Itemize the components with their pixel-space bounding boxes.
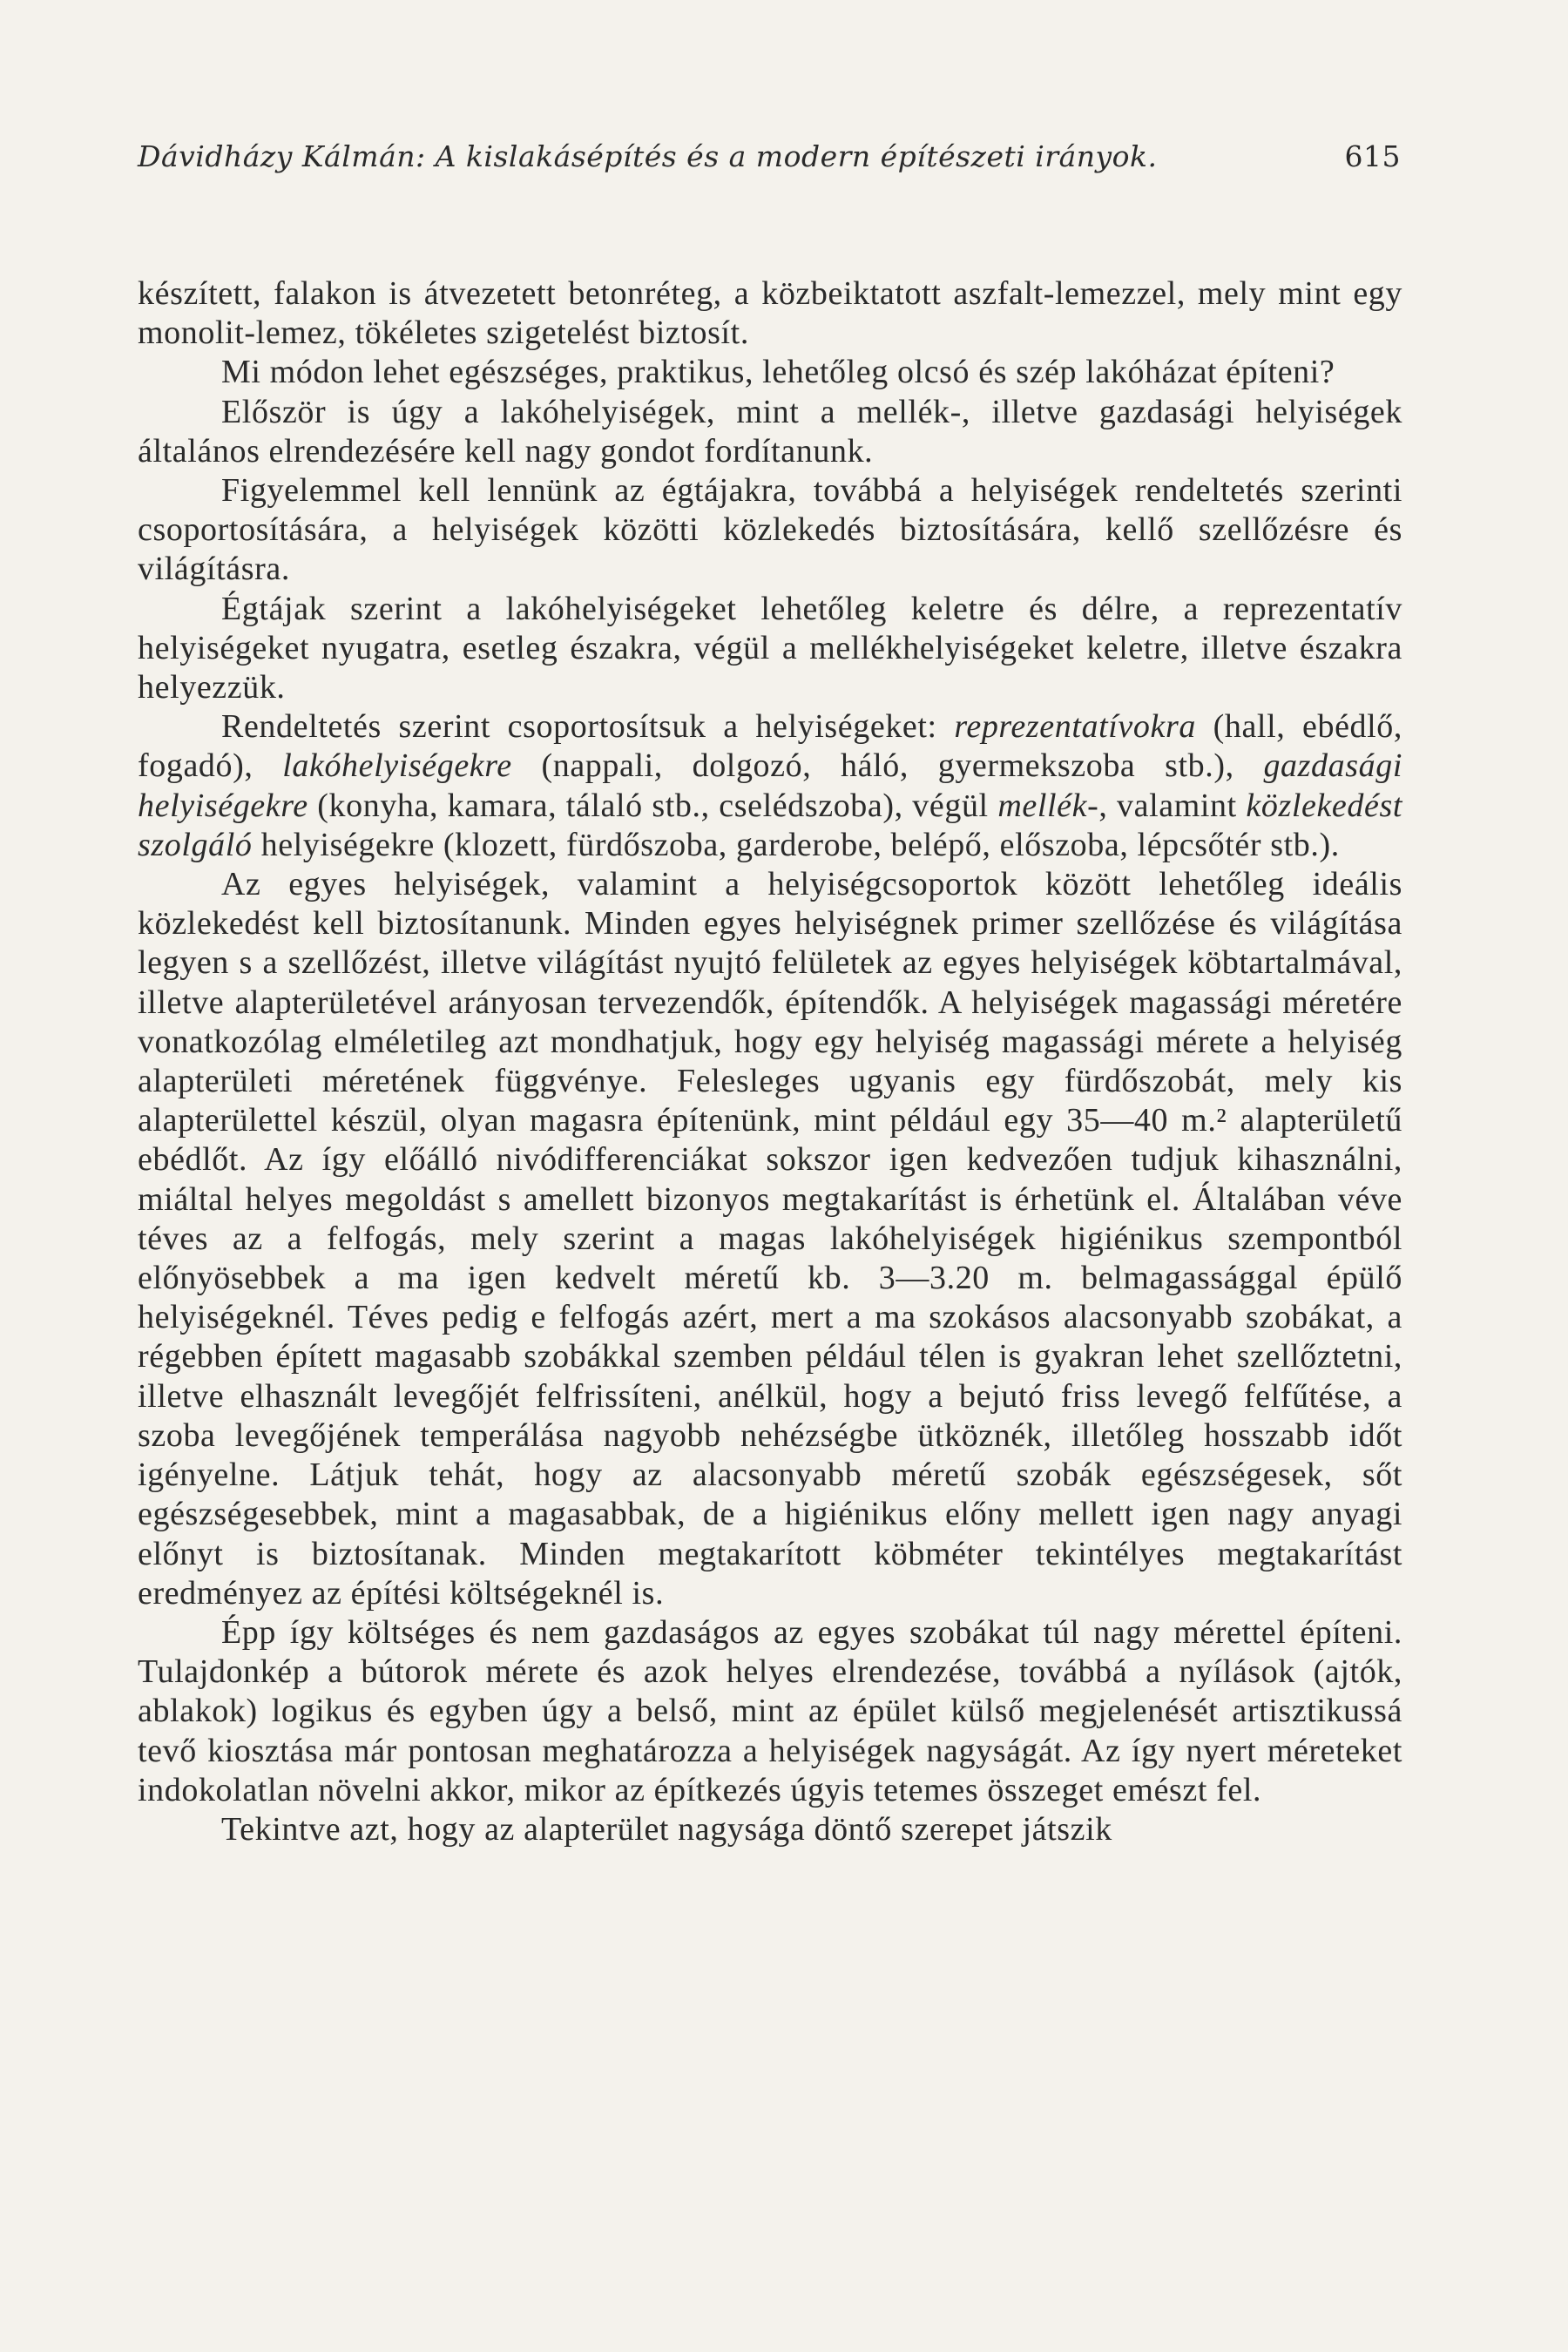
text-run: , valamint [1098, 787, 1247, 824]
text-run: Mi módon lehet egészséges, praktikus, lehetőleg olcsó és szép lakóházat építeni? [221, 354, 1335, 391]
emphasized-term: mellék- [997, 787, 1099, 824]
emphasized-term: reprezentatívokra [954, 708, 1196, 746]
text-run: készített, falakon is átvezetett betonréteg, a közbeiktatott aszfalt-lemezzel, mely mint egy monolit-lemez, tökéletes szigetelést biztosít. [138, 275, 1402, 352]
text-run: Figyelemmel kell lennünk az égtájakra, továbbá a helyiségek rendeltetés szerinti csoportosítására, a helyiségek közötti közlekedés biztosítására, kellő szellőzésre és világításra. [138, 472, 1402, 588]
emphasized-term: gazdasági helyiségekre [138, 747, 1402, 824]
paragraph [138, 590, 1402, 708]
text-run: Rendeltetés szerint csoportosítsuk a helyiségeket: [221, 708, 955, 746]
body-text [138, 274, 1402, 1849]
paragraph [138, 393, 1402, 471]
paragraph [138, 707, 1402, 865]
text-run: Az egyes helyiségek, valamint a helyiségcsoportok között lehetőleg ideális közlekedést kell biztosítanunk. Minden egyes helyiségnek primer szellőzése és világítása legyen s a szellőzést, illetve világítást nyujtó felületek az egyes helyiségek köbtartalmával, illetve alapterületével arányosan tervezendők, építendők. A helyiségek magassági méretére vonatkozólag elméletileg azt mondhatjuk, hogy egy helyiség magassági mérete a helyiség alapterületi méretének függvénye. Felesleges ugyanis egy fürdőszobát, mely kis alapterülettel készül, olyan magasra építenünk, mint például egy 35—40 m.² alapterületű ebédlőt. Az így előálló nivódifferenciákat sokszor igen kedvezően tudjuk kihasználni, miáltal helyes megoldást s amellett bizonyos megtakarítást is érhetünk el. Általában véve téves az a felfogás, mely szerint a magas lakóhelyiségek higiénikus szempontból előnyösebbek a ma igen kedvelt méretű kb. 3—3.20 m. belmagassággal épülő helyiségeknél. Téves pedig e felfogás azért, mert a ma szokásos alacsonyabb szobákat, a régebben épített magasabb szobákkal szemben például télen is gyakran lehet szellőztetni, illetve elhasznált levegőjét felfrissíteni, anélkül, hogy a bejutó friss levegő felfűtése, a szoba levegőjének temperálása nagyobb nehézségbe ütköznék, illetőleg hosszabb időt igényelne. Látjuk tehát, hogy az alacsonyabb méretű szobák egészségesek, sőt egészségesebbek, mint a magasabbak, de a higiénikus előny mellett igen nagy anyagi előnyt is biztosítanak. Minden megtakarított köbméter tekintélyes megtakarítást eredményez az építési költségeknél is. [138, 866, 1402, 1612]
paragraph [138, 865, 1402, 1613]
paragraph [138, 471, 1402, 590]
paragraph [138, 274, 1402, 353]
text-run: Égtájak szerint a lakóhelyiségeket lehetőleg keletre és délre, a reprezentatív helyiségeket nyugatra, esetleg északra, végül a mellékhelyiségeket keletre, illetve északra helyezzük. [138, 590, 1402, 706]
text-run: (nappali, dolgozó, háló, gyermekszoba stb.), [511, 747, 1264, 785]
page-number: 615 [1344, 139, 1401, 173]
text-run: (hall, ebédlő, fogadó), [138, 708, 1402, 785]
running-header [138, 139, 1401, 185]
paragraph [138, 1810, 1402, 1849]
paragraph [138, 1613, 1402, 1810]
text-run: (konyha, kamara, tálaló stb., cselédszoba), végül [308, 787, 998, 824]
text-run: Először is úgy a lakóhelyiségek, mint a mellék-, illetve gazdasági helyiségek általános elrendezésére kell nagy gondot fordítanunk. [138, 393, 1402, 470]
paragraph [138, 353, 1402, 392]
emphasized-term: lakóhelyiségekre [282, 747, 512, 785]
text-run: Épp így költséges és nem gazdaságos az egyes szobákat túl nagy mérettel építeni. Tulajdonkép a bútorok mérete és azok helyes elrendezése, továbbá a nyílások (ajtók, ablakok) logikus és egyben úgy a belső, mint az épület külső megjelenését artisztikussá tevő kiosztása már pontosan meghatározza a helyiségek nagyságát. Az így nyert méreteket indokolatlan növelni akkor, mikor az építkezés úgyis tetemes összeget emészt fel. [138, 1613, 1402, 1808]
text-run: helyiségekre (klozett, fürdőszoba, garderobe, belépő, előszoba, lépcsőtér stb.). [252, 826, 1340, 863]
header-title: Dávidházy Kálmán: A kislakásépítés és a modern építészeti irányok. [138, 139, 1158, 173]
text-run: Tekintve azt, hogy az alapterület nagysága döntő szerepet játszik [221, 1810, 1112, 1848]
emphasized-term: közlekedést szolgáló [138, 787, 1402, 863]
